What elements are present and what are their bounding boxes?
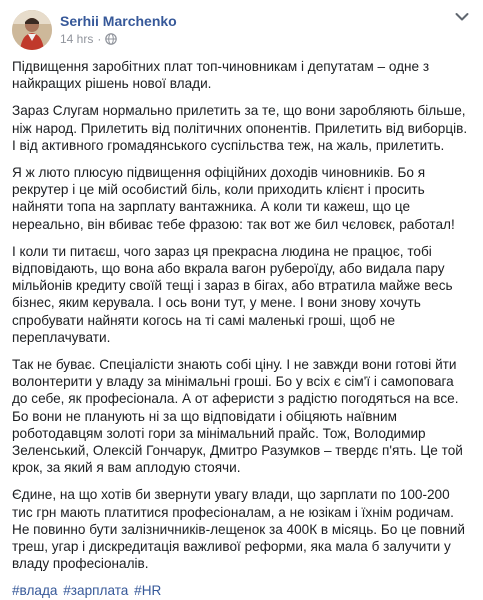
- chevron-down-icon[interactable]: [455, 12, 469, 22]
- post-time[interactable]: 14 hrs: [60, 32, 94, 46]
- paragraph-5: Так не буває. Спеціалісти знають собі ціну. І не завжди вони готові йти волонтерити у владу за мінімальні гроші. Бо у всіх є сім'ї і самоповага до себе, як професіонала. А от аферисти з радістю погодяться на все. Бо вони не планують ні за що відповідати і обіцяють наївним роботодавцям золоті гори за мінімальний прайс. Тож, Володимир Зеленський, Олексій Гончарук, Дмитро Разумков – твердє п'ять. Це той крок, за який я вам аплодую стоячи.: [12, 357, 463, 476]
- paragraph-1: Підвищення заробітних плат топ-чиновникам і депутатам – одне з найкращих рішень нової влади.: [12, 59, 430, 92]
- globe-icon[interactable]: [105, 33, 117, 45]
- post-body: [12, 58, 471, 572]
- hashtag-vlada[interactable]: #влада: [12, 583, 58, 599]
- hashtag-hr[interactable]: #HR: [134, 583, 162, 599]
- hashtag-zarplata[interactable]: #зарплата: [63, 583, 129, 599]
- paragraph-6: Єдине, на що хотів би звернути увагу влади, що зарплати по 100-200 тис грн мають платитися професіоналам, а не юзікам і їхнім родичам. Не повинно бути залізничників-лещенок за 400К в місяць. Бо це повний треш, угар і дискредитація важливої реформи, яка мала б залучити у владу професіоналів.: [12, 487, 465, 572]
- hashtags: [12, 582, 471, 600]
- post-meta: [60, 10, 177, 47]
- paragraph-2: Зараз Слугам нормально прилетить за те, що вони заробляють більше, ніж народ. Прилетить від політичних опонентів. Прилетить від виборців. І від активного громадянського суспільства теж, на жаль, прилетить.: [12, 103, 468, 153]
- avatar[interactable]: [12, 10, 52, 50]
- post-subline: [60, 31, 177, 47]
- post-header: [12, 10, 471, 54]
- author-name[interactable]: Serhii Marchenko: [60, 13, 177, 29]
- paragraph-4: І коли ти питаєш, чого зараз ця прекрасна людина не працює, тобі відповідають, що вона або вкрала вагон рубероїду, або видала пару мільйонів кредиту своїй тещі і зараз в бігах, або втратила майже весь бізнес, яким керувала. І ось вони тут, у мене. І вони знову хочуть спробувати найняти когось на ті самі маленькі гроші, щоб не переплачувати.: [12, 243, 453, 345]
- avatar-image: [12, 10, 52, 50]
- paragraph-3: Я ж люто плюсую підвищення офіційних доходів чиновників. Бо я рекрутер і це мій особистий біль, коли приходить клієнт і просить найняти топа на зарплату вантажника. А коли ти кажеш, що це нереально, він вбиває тебе фразою: так вот же бил чєловєк, работал!: [12, 165, 455, 232]
- meta-separator: ·: [97, 32, 102, 46]
